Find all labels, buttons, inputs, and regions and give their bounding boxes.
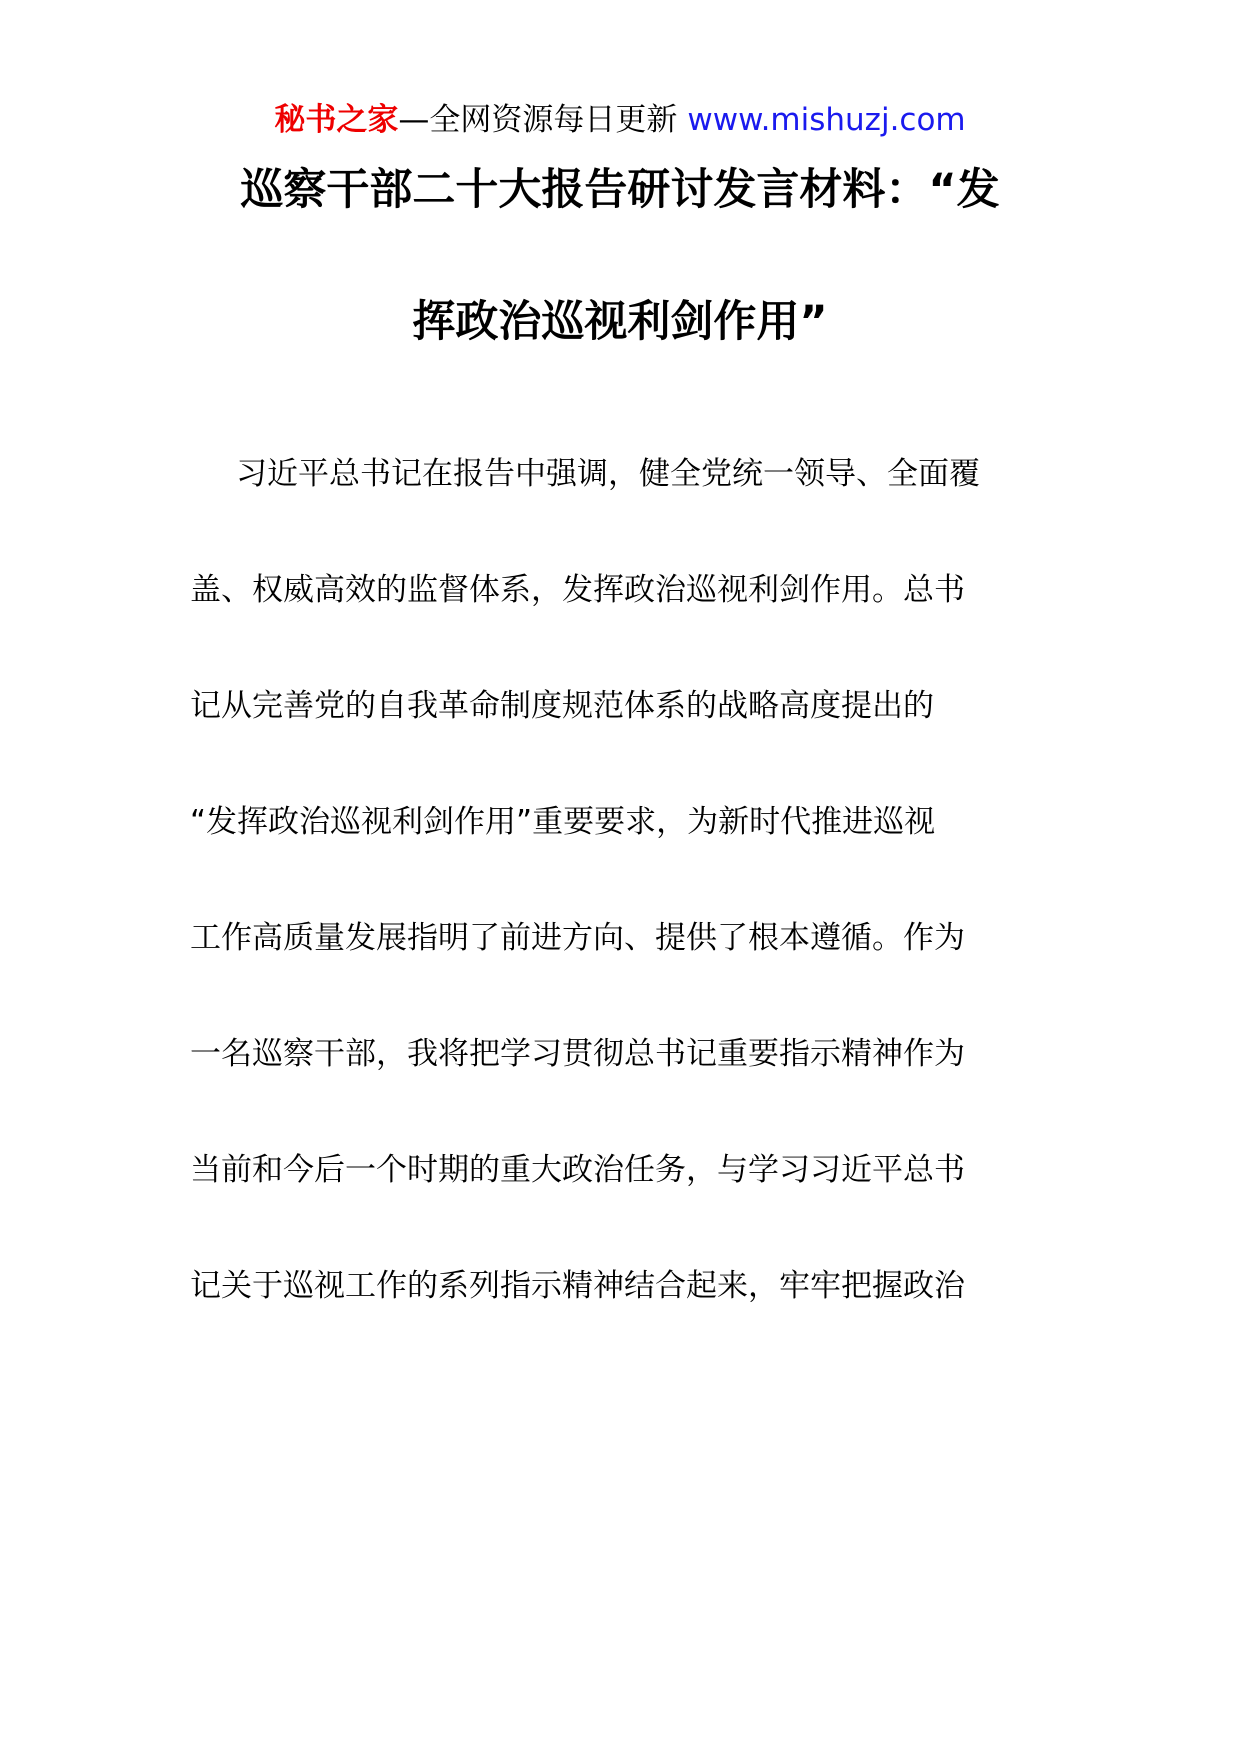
document-title-line-1: 巡察干部二十大报告研讨发言材料：“发 [240,165,1000,215]
body-line: 习近平总书记在报告中强调，健全党统一领导、全面覆 [236,456,980,492]
body-line: 一名巡察干部，我将把学习贯彻总书记重要指示精神作为 [190,1036,965,1072]
body-line: 工作高质量发展指明了前进方向、提供了根本遵循。作为 [190,920,965,956]
body-line: “发挥政治巡视利剑作用”重要要求，为新时代推进巡视 [190,804,936,840]
body-line: 当前和今后一个时期的重大政治任务，与学习习近平总书 [190,1152,965,1188]
body-line: 记从完善党的自我革命制度规范体系的战略高度提出的 [190,688,934,724]
body-line: 记关于巡视工作的系列指示精神结合起来，牢牢把握政治 [190,1268,965,1304]
document-title-line-2: 挥政治巡视利剑作用” [412,297,828,347]
site-url-link[interactable]: www.mishuzj.com [687,102,966,138]
site-brand: 秘书之家 [274,102,399,138]
body-line: 盖、权威高效的监督体系，发挥政治巡视利剑作用。总书 [190,572,965,608]
site-tagline: —全网资源每日更新 [398,102,678,138]
site-header [0,100,1240,140]
